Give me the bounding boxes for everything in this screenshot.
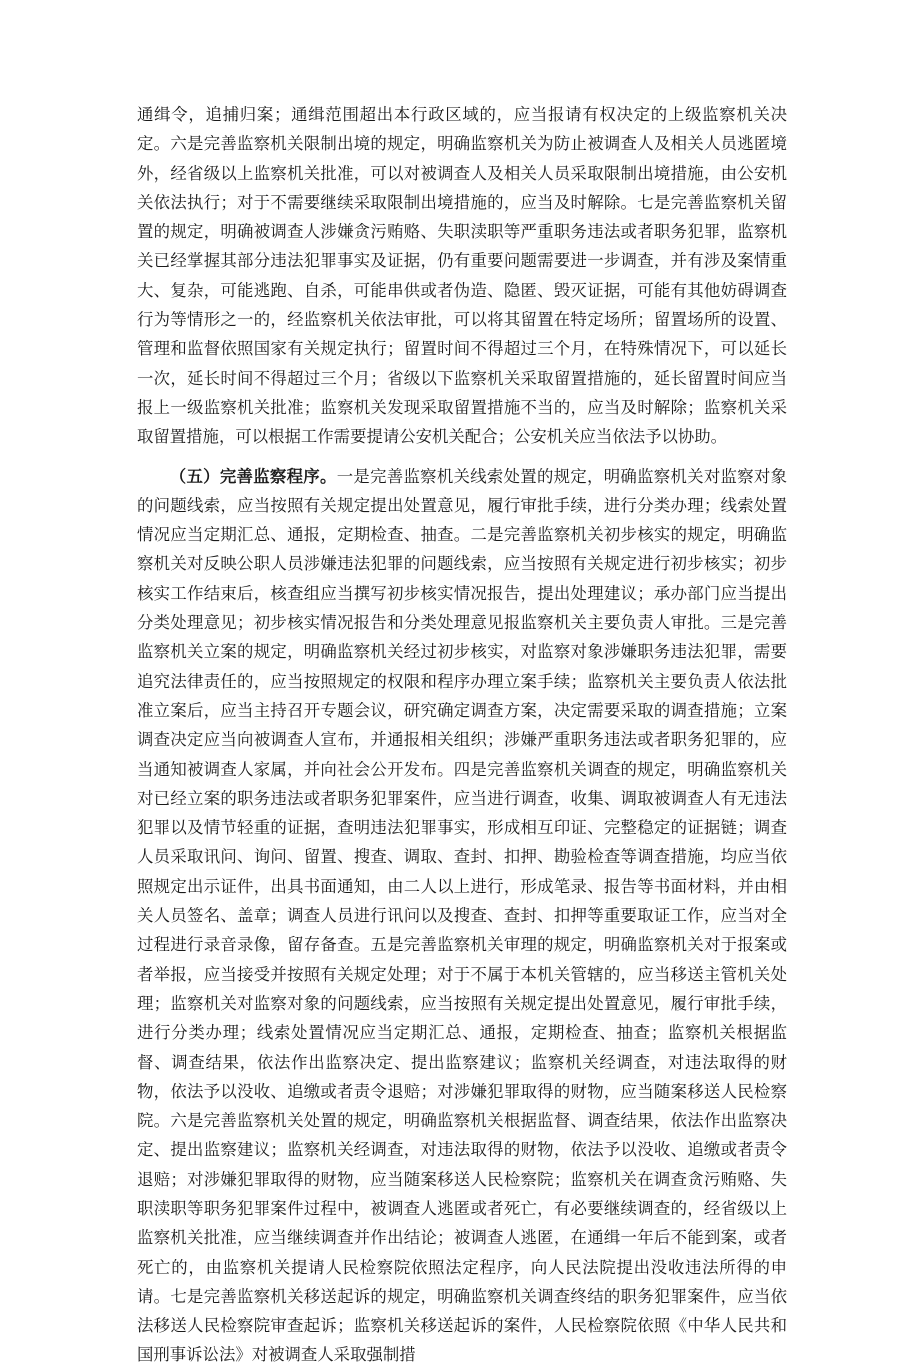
paragraph-1: 通缉令，追捕归案；通缉范围超出本行政区域的，应当报请有权决定的上级监察机关决定。六是完善监察机关限制出境的规定，明确监察机关为防止被调查人及相关人员逃匿境外，经省级以上监察机关批准，可以对被调查人及相关人员采取限制出境措施，由公安机关依法执行；对于不需要继续采取限制出境措施的，应当及时解除。七是完善监察机关留置的规定，明确被调查人涉嫌贪污贿赂、失职渎职等严重职务违法或者职务犯罪，监察机关已经掌握其部分违法犯罪事实及证据，仍有重要问题需要进一步调查，并有涉及案情重大、复杂，可能逃跑、自杀，可能串供或者伪造、隐匿、毁灭证据，可能有其他妨碍调查行为等情形之一的，经监察机关依法审批，可以将其留置在特定场所；留置场所的设置、管理和监督依照国家有关规定执行；留置时间不得超过三个月，在特殊情况下，可以延长一次，延长时间不得超过三个月；省级以下监察机关采取留置措施的，延长留置时间应当报上一级监察机关批准；监察机关发现采取留置措施不当的，应当及时解除；监察机关采取留置措施，可以根据工作需要提请公安机关配合；公安机关应当依法予以协助。: [137, 105, 787, 447]
document-page: [137, 100, 787, 1370]
paragraph-2: [137, 462, 787, 1370]
paragraph-2-body: 一是完善监察机关线索处置的规定，明确监察机关对监察对象的问题线索，应当按照有关规定提出处置意见，履行审批手续，进行分类办理；线索处置情况应当定期汇总、通报，定期检查、抽查。二是完善监察机关初步核实的规定，明确监察机关对反映公职人员涉嫌违法犯罪的问题线索，应当按照有关规定进行初步核实；初步核实工作结束后，核查组应当撰写初步核实情况报告，提出处理建议；承办部门应当提出分类处理意见；初步核实情况报告和分类处理意见报监察机关主要负责人审批。三是完善监察机关立案的规定，明确监察机关经过初步核实，对监察对象涉嫌职务违法犯罪，需要追究法律责任的，应当按照规定的权限和程序办理立案手续；监察机关主要负责人依法批准立案后，应当主持召开专题会议，研究确定调查方案，决定需要采取的调查措施；立案调查决定应当向被调查人宣布，并通报相关组织；涉嫌严重职务违法或者职务犯罪的，应当通知被调查人家属，并向社会公开发布。四是完善监察机关调查的规定，明确监察机关对已经立案的职务违法或者职务犯罪案件，应当进行调查，收集、调取被调查人有无违法犯罪以及情节轻重的证据，查明违法犯罪事实，形成相互印证、完整稳定的证据链；调查人员采取讯问、询问、留置、搜查、调取、查封、扣押、勘验检查等调查措施，均应当依照规定出示证件，出具书面通知，由二人以上进行，形成笔录、报告等书面材料，并由相关人员签名、盖章；调查人员进行讯问以及搜查、查封、扣押等重要取证工作，应当对全过程进行录音录像，留存备查。五是完善监察机关审理的规定，明确监察机关对于报案或者举报，应当接受并按照有关规定处理；对于不属于本机关管辖的，应当移送主管机关处理；监察机关对监察对象的问题线索，应当按照有关规定提出处置意见，履行审批手续，进行分类办理；线索处置情况应当定期汇总、通报，定期检查、抽查；监察机关根据监督、调查结果，依法作出监察决定、提出监察建议；监察机关经调查，对违法取得的财物，依法予以没收、追缴或者责令退赔；对涉嫌犯罪取得的财物，应当随案移送人民检察院。六是完善监察机关处置的规定，明确监察机关根据监督、调查结果，依法作出监察决定、提出监察建议；监察机关经调查，对违法取得的财物，依法予以没收、追缴或者责令退赔；对涉嫌犯罪取得的财物，应当随案移送人民检察院；监察机关在调查贪污贿赂、失职渎职等职务犯罪案件过程中，被调查人逃匿或者死亡，有必要继续调查的，经省级以上监察机关批准，应当继续调查并作出结论；被调查人逃匿，在通缉一年后不能到案，或者死亡的，由监察机关提请人民检察院依照法定程序，向人民法院提出没收违法所得的申请。七是完善监察机关移送起诉的规定，明确监察机关调查终结的职务犯罪案件，应当依法移送人民检察院审查起诉；监察机关移送起诉的案件，人民检察院依照《中华人民共和国刑事诉讼法》对被调查人采取强制措: [137, 466, 788, 1365]
section-heading: （五）完善监察程序。: [169, 466, 337, 486]
